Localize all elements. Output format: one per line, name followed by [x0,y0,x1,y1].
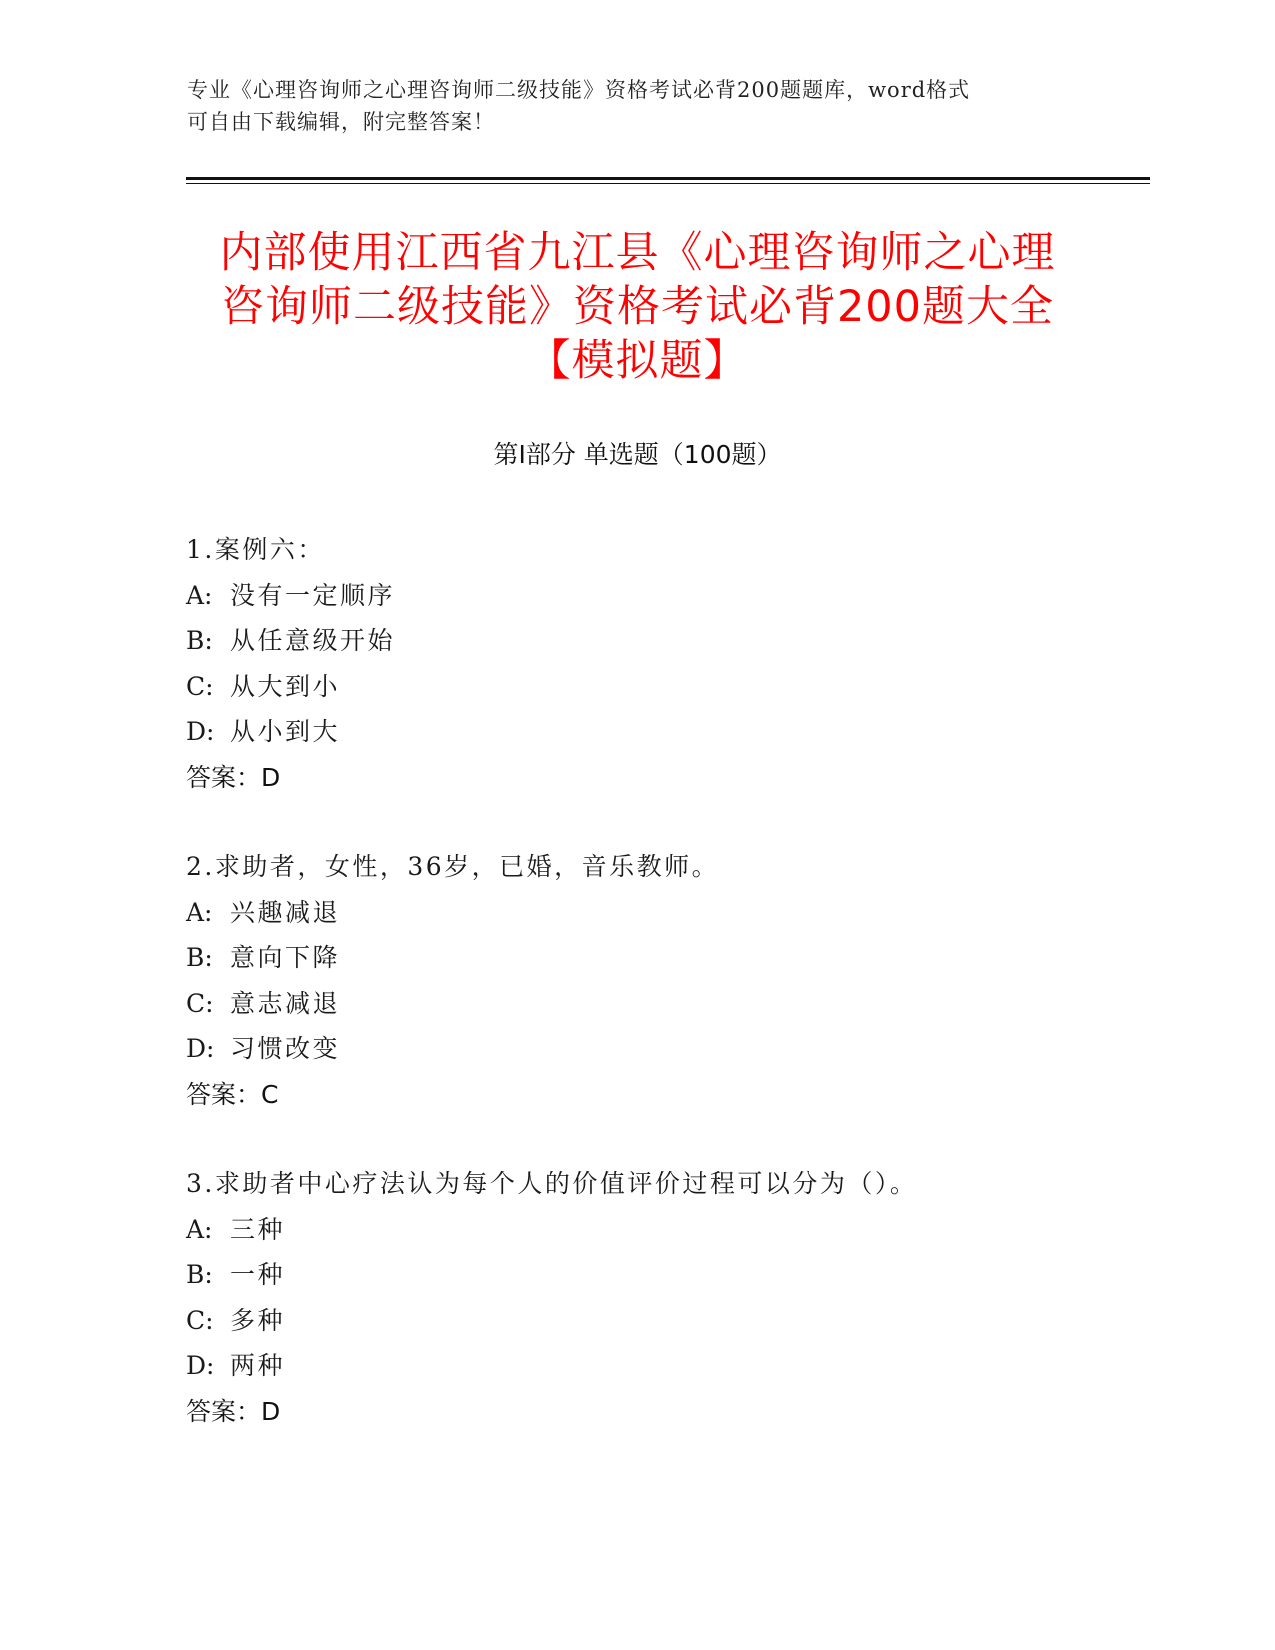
header-divider-thick [186,177,1150,180]
option-label: A: [186,897,213,927]
answer-line: 答案：D [186,762,281,792]
document-title-line-3: 【模拟题】 [527,336,748,386]
answer-line: 答案：D [186,1396,281,1426]
question-item [186,844,1146,1117]
option-label: B: [186,943,213,972]
header-note-line-2: 可自由下载编辑，附完整答案！ [187,110,495,134]
option-text: 一种 [230,1260,286,1289]
option-c [186,664,1146,710]
option-text: 多种 [230,1305,286,1335]
question-stem: 3.求助者中心疗法认为每个人的价值评价过程可以分为（）。 [186,1169,918,1198]
option-c [186,981,1146,1027]
option-text: 两种 [230,1351,286,1380]
option-label: A: [186,1214,213,1244]
option-b [186,935,1146,981]
option-label: B: [186,1260,213,1289]
option-label: C: [186,1305,214,1335]
option-text: 三种 [230,1214,286,1244]
header-divider-thin [186,183,1150,184]
option-text: 从小到大 [230,717,341,746]
answer-line: 答案：C [186,1079,279,1109]
question-item [186,1161,1146,1434]
option-label: A: [186,580,213,610]
option-d [186,709,1146,755]
option-label: C: [186,988,214,1018]
option-b [186,1252,1146,1298]
question-list [186,527,1146,1434]
header-note [187,74,1067,138]
option-label: D: [186,717,215,746]
section-heading: 第Ⅰ部分 单选题（100题） [493,440,782,469]
option-a [186,890,1146,936]
option-label: D: [186,1034,215,1063]
option-label: B: [186,626,213,655]
document-title-line-2: 咨询师二级技能》资格考试必背200题大全 [220,282,1055,332]
option-label: D: [186,1351,215,1380]
option-text: 习惯改变 [230,1034,341,1063]
option-text: 兴趣减退 [230,897,341,927]
question-stem: 1.案例六： [186,535,325,564]
option-text: 从任意级开始 [230,626,396,655]
option-label: C: [186,671,214,701]
option-c [186,1298,1146,1344]
option-text: 从大到小 [230,671,341,701]
question-stem: 2.求助者，女性，36岁，已婚，音乐教师。 [186,852,720,881]
document-title [140,226,1135,388]
option-a [186,573,1146,619]
option-d [186,1026,1146,1072]
option-text: 没有一定顺序 [230,580,396,610]
option-text: 意志减退 [230,988,341,1018]
option-text: 意向下降 [230,943,341,972]
header-note-line-1: 专业《心理咨询师之心理咨询师二级技能》资格考试必背200题题库，word格式 [187,78,971,102]
question-item [186,527,1146,800]
option-d [186,1343,1146,1389]
option-b [186,618,1146,664]
option-a [186,1207,1146,1253]
document-title-line-1: 内部使用江西省九江县《心理咨询师之心理 [219,228,1056,278]
